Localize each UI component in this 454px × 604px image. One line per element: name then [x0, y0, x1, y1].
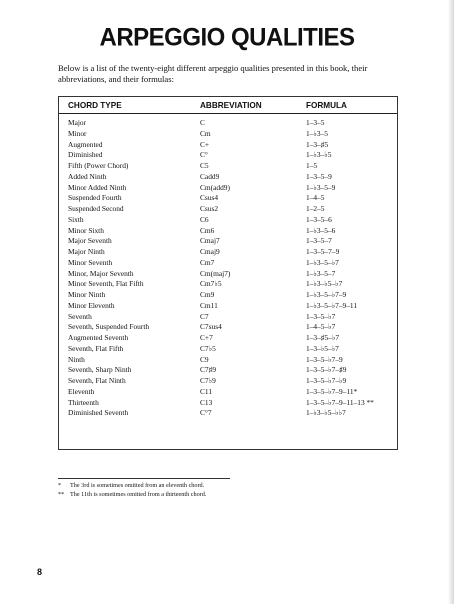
chord-type-cell: Ninth [68, 354, 85, 364]
chord-type-cell: Seventh, Flat Fifth [68, 343, 124, 353]
chord-type-cell: Diminished [68, 150, 103, 160]
chord-type-cell: Major [68, 118, 87, 127]
formula-cell: 1–3–5–7 [306, 236, 332, 246]
table-row [59, 183, 397, 194]
table-row [59, 161, 397, 172]
formula-cell: 1–♭3–♭5 [306, 150, 332, 160]
footnote-text: The 3rd is sometimes omitted from an eleventh chord. [70, 482, 205, 489]
formula-cell: 1–♭3–5 [306, 128, 328, 138]
formula-cell: 1–♭3–♭5–♭♭7 [306, 408, 346, 418]
table-row [59, 204, 397, 215]
abbreviation-cell: Csus2 [200, 204, 219, 213]
abbreviation-cell: C9 [200, 354, 209, 364]
abbreviation-cell: C5 [200, 161, 209, 170]
chord-type-cell: Seventh, Flat Ninth [68, 376, 126, 385]
chord-type-cell: Augmented Seventh [68, 333, 129, 342]
chord-type-cell: Minor Sixth [68, 225, 104, 235]
chord-type-cell: Diminished Seventh [68, 408, 129, 418]
page-number: 8 [37, 567, 43, 577]
header-chord-type: CHORD TYPE [68, 101, 122, 110]
table-row [59, 322, 397, 333]
page-title: ARPEGGIO QUALITIES [99, 23, 355, 52]
table-row [59, 215, 397, 226]
table-row [59, 129, 397, 140]
formula-cell: 1–3–♯5 [306, 139, 329, 149]
formula-cell: 1–3–5 [306, 118, 325, 127]
abbreviation-cell: Cm(add9) [200, 182, 230, 192]
formula-cell: 1–♭3–5–♭7–9 [306, 290, 347, 299]
chord-type-cell: Seventh [68, 311, 92, 321]
header-abbreviation: ABBREVIATION [200, 101, 262, 110]
chord-type-cell: Sixth [68, 214, 84, 224]
formula-cell: 1–4–5 [306, 193, 325, 203]
footnote-mark: * [58, 482, 62, 489]
formula-cell: 1–3–5–♭7 [306, 311, 336, 321]
chord-type-cell: Minor Seventh [68, 257, 113, 267]
abbreviation-cell: Cm(maj7) [200, 268, 231, 278]
chord-type-cell: Minor Eleventh [68, 300, 115, 310]
chord-type-cell: Minor Added Ninth [68, 182, 127, 192]
chord-type-cell: Seventh, Suspended Fourth [68, 322, 150, 332]
formula-cell: 1–3–5–♭7–9–11–13 ** [306, 397, 374, 407]
abbreviation-cell: Cm11 [200, 300, 218, 310]
chord-type-cell: Augmented [68, 139, 103, 149]
chord-type-cell: Added Ninth [68, 171, 107, 181]
table-row [59, 376, 397, 387]
chord-type-cell: Fifth (Power Chord) [68, 161, 129, 170]
formula-cell: 1–♭3–5–♭7–9–11 [306, 300, 358, 310]
table-row [59, 193, 397, 204]
footnote-mark: ** [58, 491, 65, 498]
table-row [59, 236, 397, 247]
table-row [59, 226, 397, 237]
table-body [59, 118, 397, 419]
table-header [59, 97, 397, 114]
table-row [59, 172, 397, 183]
formula-cell: 1–3–♭5–♭7 [306, 343, 339, 353]
formula-cell: 1–2–5 [306, 204, 325, 213]
formula-cell: 1–♭3–5–♭7 [306, 257, 339, 267]
formula-cell: 1–4–5–♭7 [306, 322, 336, 332]
formula-cell: 1–3–5–6 [306, 214, 332, 224]
abbreviation-cell: C° [200, 150, 208, 160]
table-row [59, 290, 397, 301]
chord-type-cell: Thirteenth [68, 397, 99, 407]
chord-type-cell: Minor, Major Seventh [68, 268, 134, 278]
formula-cell: 1–3–5–♭7–9–11* [306, 386, 358, 396]
footnote-text: The 11th is sometimes omitted from a thirteenth chord. [70, 491, 207, 498]
table-row [59, 279, 397, 290]
formula-cell: 1–♭3–5–7 [306, 268, 336, 278]
footnote [58, 481, 358, 490]
formula-cell: 1–3–5–♭7–♯9 [306, 365, 347, 375]
table-row [59, 333, 397, 344]
formula-cell: 1–3–5–♭7–9 [306, 354, 343, 364]
abbreviation-cell: Csus4 [200, 193, 219, 203]
abbreviation-cell: C7♭5 [200, 343, 216, 353]
formula-cell: 1–♭3–♭5–♭7 [306, 279, 343, 289]
abbreviation-cell: Cm [200, 128, 211, 138]
intro-paragraph: Below is a list of the twenty-eight different arpeggio qualities presented in this book, their abbreviations, and their formulas: [58, 63, 368, 84]
table-row [59, 301, 397, 312]
chord-type-cell: Minor Ninth [68, 290, 106, 299]
abbreviation-cell: Cm7 [200, 257, 215, 267]
table-row [59, 387, 397, 398]
abbreviation-cell: C+7 [200, 333, 213, 342]
table-row [59, 150, 397, 161]
table-row [59, 140, 397, 151]
abbreviation-cell: C [200, 118, 205, 127]
page-edge-shadow [448, 0, 454, 604]
abbreviation-cell: C6 [200, 214, 209, 224]
chord-type-cell: Minor [68, 128, 87, 138]
formula-cell: 1–5 [306, 161, 318, 170]
formula-cell: 1–3–♯5–♭7 [306, 333, 340, 342]
formula-cell: 1–♭3–5–9 [306, 182, 336, 192]
chord-type-cell: Major Seventh [68, 236, 112, 246]
formula-cell: 1–3–5–♭7–♭9 [306, 376, 347, 385]
abbreviation-cell: Cmaj7 [200, 236, 220, 246]
chord-type-cell: Seventh, Sharp Ninth [68, 365, 132, 375]
arpeggio-table [58, 96, 398, 450]
abbreviation-cell: C13 [200, 397, 213, 407]
abbreviation-cell: Cm6 [200, 225, 215, 235]
chord-type-cell: Suspended Fourth [68, 193, 122, 203]
abbreviation-cell: C11 [200, 386, 213, 396]
table-row [59, 258, 397, 269]
formula-cell: 1–3–5–7–9 [306, 247, 340, 256]
chord-type-cell: Minor Seventh, Flat Fifth [68, 279, 144, 289]
table-row [59, 344, 397, 355]
table-row [59, 355, 397, 366]
header-formula: FORMULA [306, 101, 347, 110]
formula-cell: 1–♭3–5–6 [306, 225, 336, 235]
table-row [59, 365, 397, 376]
abbreviation-cell: Cm9 [200, 290, 215, 299]
table-row [59, 118, 397, 129]
table-row [59, 398, 397, 409]
abbreviation-cell: C7sus4 [200, 322, 222, 332]
table-row [59, 247, 397, 258]
chord-type-cell: Eleventh [68, 386, 95, 396]
abbreviation-cell: C7 [200, 311, 209, 321]
abbreviation-cell: C7♭9 [200, 376, 216, 385]
footnote [58, 490, 358, 499]
abbreviation-cell: Cadd9 [200, 171, 220, 181]
abbreviation-cell: C+ [200, 139, 210, 149]
abbreviation-cell: Cmaj9 [200, 247, 220, 256]
formula-cell: 1–3–5–9 [306, 171, 332, 181]
chord-type-cell: Suspended Second [68, 204, 124, 213]
abbreviation-cell: C°7 [200, 408, 212, 418]
table-row [59, 269, 397, 280]
abbreviation-cell: C7♯9 [200, 365, 217, 375]
abbreviation-cell: Cm7♭5 [200, 279, 222, 289]
table-row [59, 408, 397, 419]
chord-type-cell: Major Ninth [68, 247, 105, 256]
table-row [59, 312, 397, 323]
footnotes [58, 481, 358, 499]
footnote-divider [58, 478, 230, 479]
